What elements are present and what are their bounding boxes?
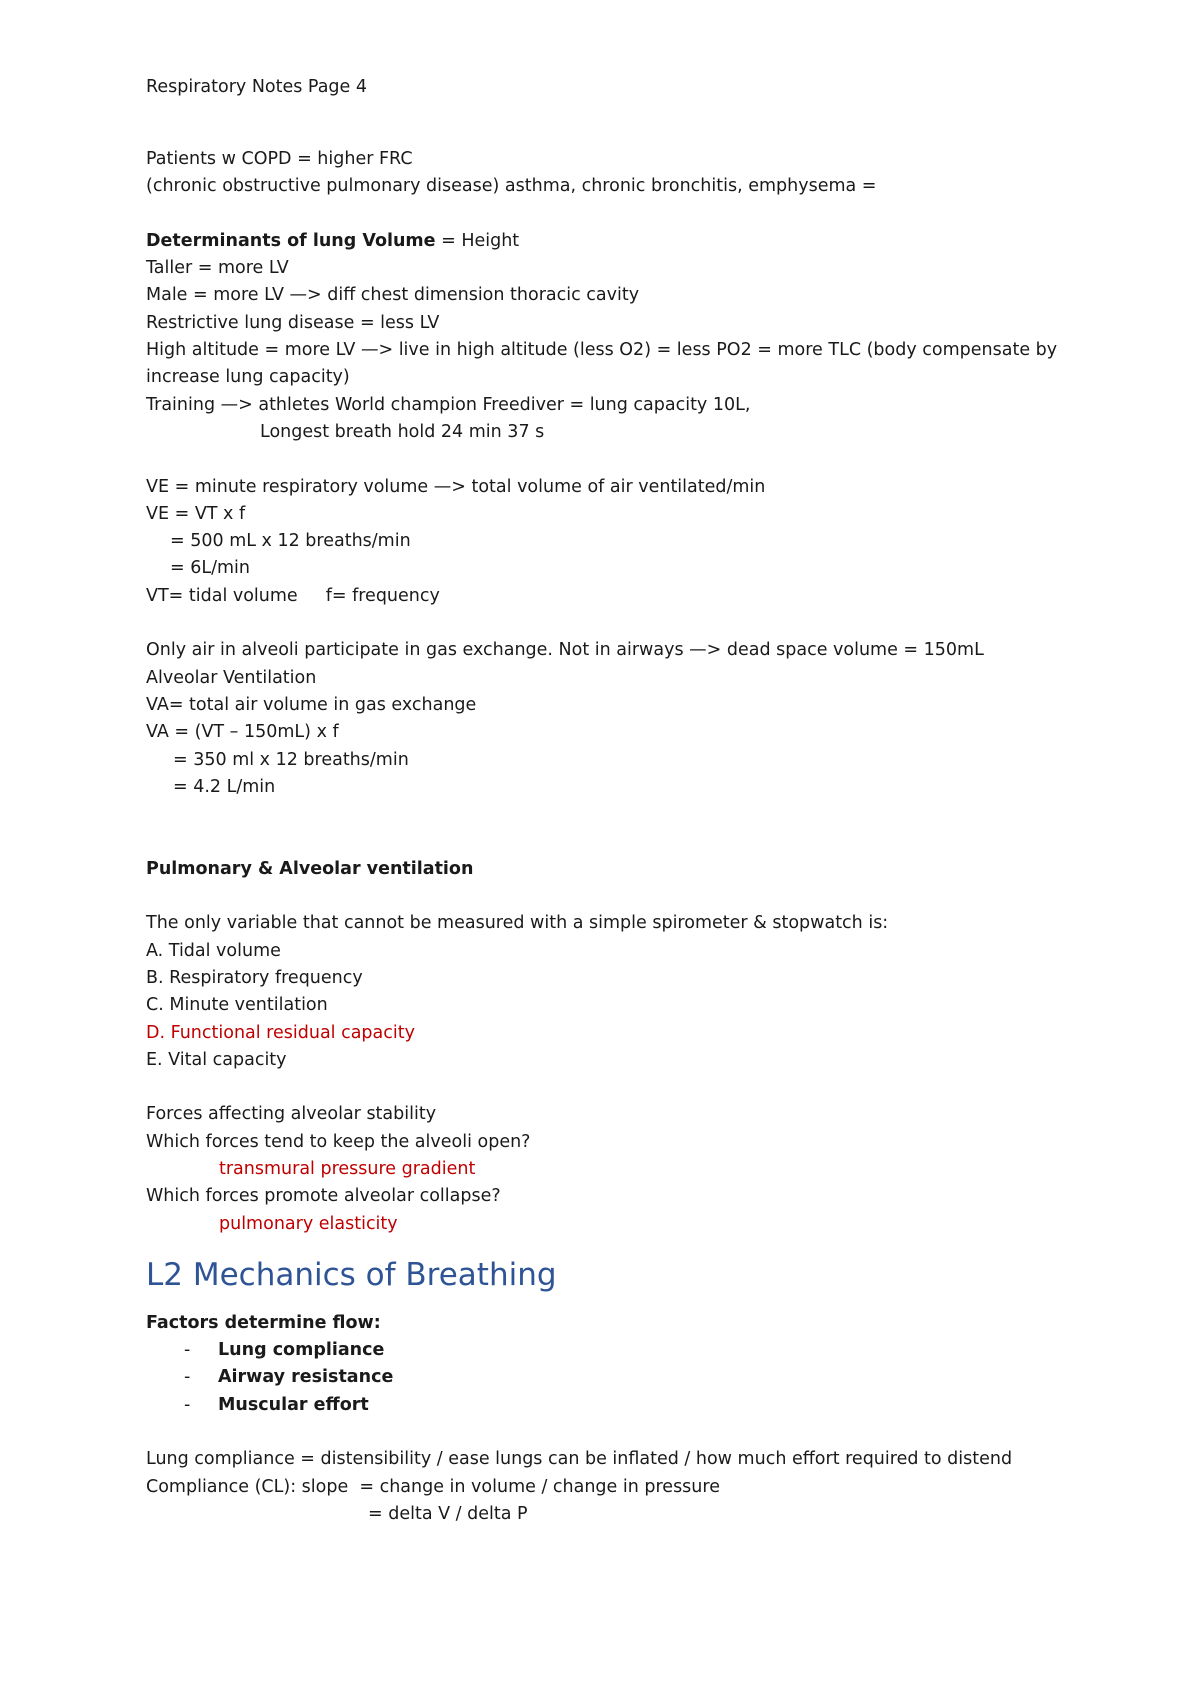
va-definition-line: VA= total air volume in gas exchange	[146, 694, 477, 715]
breath-hold-line: Longest breath hold 24 min 37 s	[260, 421, 545, 442]
factors-title: Factors determine flow:	[146, 1312, 381, 1333]
option-a: A. Tidal volume	[146, 940, 281, 961]
copd-line: Patients w COPD = higher FRC	[146, 149, 413, 169]
factor-list-item	[146, 1337, 1136, 1364]
page-header: Respiratory Notes Page 4	[146, 77, 367, 97]
ve-calc-line-1: = 500 mL x 12 breaths/min	[170, 531, 411, 552]
altitude-line: High altitude = more LV —> live in high altitude (less O2) = less PO2 = more TLC (body compensate by increase lung capacity)	[146, 340, 1063, 388]
bullet-dash: -	[184, 1367, 191, 1388]
forces-answer-2: pulmonary elasticity	[219, 1213, 398, 1234]
vt-f-line	[146, 583, 1136, 610]
option-c: C. Minute ventilation	[146, 995, 328, 1016]
forces-answer-1: transmural pressure gradient	[219, 1158, 476, 1179]
forces-title-line: Forces affecting alveolar stability	[146, 1104, 437, 1125]
training-line: Training —> athletes World champion Freediver = lung capacity 10L,	[146, 394, 751, 415]
factor-list-item	[146, 1392, 1136, 1419]
factor-label: Lung compliance	[218, 1340, 385, 1361]
dead-space-line: Only air in alveoli participate in gas exchange. Not in airways —> dead space volume = 150mL	[146, 640, 984, 661]
taller-line: Taller = more LV	[146, 258, 289, 279]
document-body	[146, 146, 1136, 1528]
va-calc-line-1: = 350 ml x 12 breaths/min	[173, 749, 409, 770]
question-line: The only variable that cannot be measured with a simple spirometer & stopwatch is:	[146, 913, 889, 934]
section-heading: L2 Mechanics of Breathing	[146, 1256, 557, 1293]
f-definition: f= frequency	[325, 585, 440, 606]
compliance-line-2: Compliance (CL): slope = change in volume / change in pressure	[146, 1476, 720, 1497]
ve-formula-line: VE = VT x f	[146, 503, 246, 524]
determinants-line	[146, 228, 1136, 255]
pulmonary-heading: Pulmonary & Alveolar ventilation	[146, 858, 474, 879]
forces-question-2: Which forces promote alveolar collapse?	[146, 1186, 501, 1207]
option-e: E. Vital capacity	[146, 1049, 287, 1070]
forces-question-1: Which forces tend to keep the alveoli open?	[146, 1131, 531, 1152]
determinants-title: Determinants of lung Volume	[146, 230, 436, 251]
compliance-line-1: Lung compliance = distensibility / ease lungs can be inflated / how much effort required to distend	[146, 1449, 1013, 1470]
restrictive-line: Restrictive lung disease = less LV	[146, 312, 440, 333]
ve-definition-line: VE = minute respiratory volume —> total volume of air ventilated/min	[146, 476, 766, 497]
factor-label: Airway resistance	[218, 1367, 394, 1388]
compliance-line-3: = delta V / delta P	[368, 1503, 528, 1524]
option-b: B. Respiratory frequency	[146, 967, 363, 988]
bullet-dash: -	[184, 1394, 191, 1415]
va-calc-line-2: = 4.2 L/min	[173, 776, 276, 797]
option-d-answer: D. Functional residual capacity	[146, 1022, 415, 1043]
copd-definition-line: (chronic obstructive pulmonary disease) asthma, chronic bronchitis, emphysema =	[146, 176, 877, 197]
ve-calc-line-2: = 6L/min	[170, 558, 251, 579]
vt-definition: VT= tidal volume	[146, 585, 298, 606]
va-formula-line: VA = (VT – 150mL) x f	[146, 722, 339, 743]
factor-list-item	[146, 1364, 1136, 1391]
factor-label: Muscular effort	[218, 1394, 369, 1415]
alveolar-ventilation-line: Alveolar Ventilation	[146, 667, 317, 688]
male-line: Male = more LV —> diff chest dimension thoracic cavity	[146, 285, 640, 306]
bullet-dash: -	[184, 1340, 191, 1361]
determinants-rest: = Height	[435, 230, 520, 251]
